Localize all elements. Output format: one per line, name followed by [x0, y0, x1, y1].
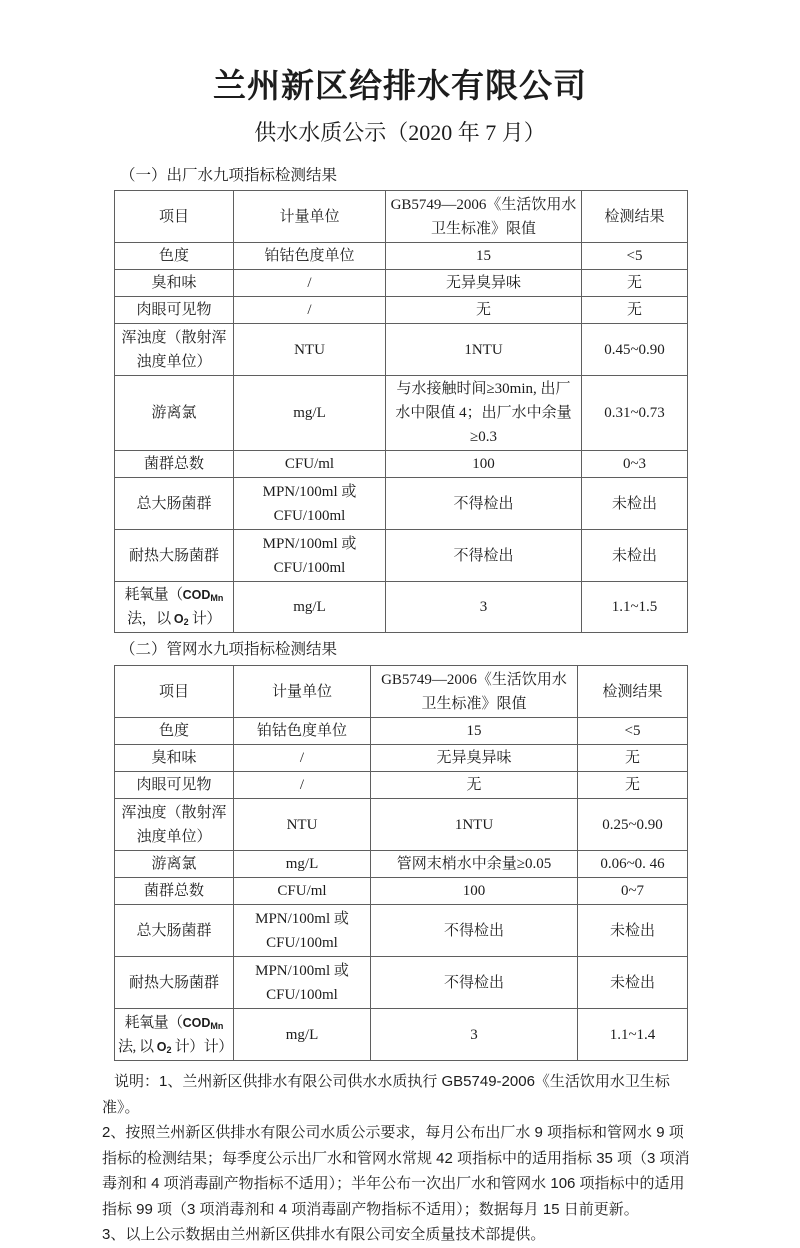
page-title: 兰州新区给排水有限公司 [213, 69, 587, 105]
column-header: 项目 [115, 191, 234, 243]
table-cell: 不得检出 [371, 957, 578, 1009]
table-cell: 浑浊度（散射浑浊度单位） [115, 324, 234, 376]
row-color [115, 243, 688, 270]
table-cell: / [234, 772, 371, 799]
row-free-chlorine [115, 376, 688, 451]
table-cell: 与水接触时间≥30min, 出厂水中限值 4；出厂水中余量≥0.3 [386, 376, 582, 451]
table-cell: 不得检出 [371, 905, 578, 957]
row-free-chlorine [115, 851, 688, 878]
row-visible-matter [115, 772, 688, 799]
table-cell: 不得检出 [386, 478, 582, 530]
table-cell: <5 [578, 718, 688, 745]
column-header: 项目 [115, 666, 234, 718]
note-item-1: 说明：1、兰州新区供排水有限公司供水水质执行 GB5749-2006《生活饮用水卫生标准》。 [102, 1073, 670, 1116]
row-total-bacteria [115, 878, 688, 905]
table-cell: 100 [386, 451, 582, 478]
row-odor [115, 270, 688, 297]
row-total-coliform [115, 905, 688, 957]
table-cell: MPN/100ml 或 CFU/100ml [234, 530, 386, 582]
table-cell: MPN/100ml 或 CFU/100ml [234, 905, 371, 957]
table-cell: 无 [578, 772, 688, 799]
table-cell: mg/L [234, 582, 386, 633]
notes-section [102, 1069, 694, 1248]
table-cell: 游离氯 [115, 376, 234, 451]
table-cell: mg/L [234, 1009, 371, 1061]
table-cell: / [234, 745, 371, 772]
table-cell: / [234, 297, 386, 324]
table-cell: 0~3 [582, 451, 688, 478]
table-cell: 0.31~0.73 [582, 376, 688, 451]
table-cell: 未检出 [582, 530, 688, 582]
table-factory-water [114, 190, 688, 633]
oxygen-subscript: 2 [183, 617, 189, 627]
row-odor [115, 745, 688, 772]
table-cell: 15 [386, 243, 582, 270]
table-cell [115, 582, 234, 633]
cod-label-line2: 法，以 [127, 611, 174, 627]
table-cell: 无 [578, 745, 688, 772]
row-thermotolerant-coliform [115, 957, 688, 1009]
section-heading-pipeline-water: （二）管网水九项指标检测结果 [120, 641, 338, 658]
column-header: 计量单位 [234, 191, 386, 243]
table-cell: <5 [582, 243, 688, 270]
table-cell: 3 [371, 1009, 578, 1061]
table-cell: 色度 [115, 243, 234, 270]
cod-label-tail: 计）计） [171, 1038, 233, 1055]
table-cell: 肉眼可见物 [115, 297, 234, 324]
row-total-coliform [115, 478, 688, 530]
cod-subscript: Mn [210, 593, 224, 603]
row-visible-matter [115, 297, 688, 324]
column-header: 计量单位 [234, 666, 371, 718]
table-cell: 未检出 [578, 957, 688, 1009]
table-cell: 3 [386, 582, 582, 633]
cod-label-latin: COD [182, 588, 211, 602]
row-total-bacteria [115, 451, 688, 478]
table-cell: 0.45~0.90 [582, 324, 688, 376]
table-pipeline-water [114, 665, 688, 1061]
table-cell: 臭和味 [115, 270, 234, 297]
table-cell: MPN/100ml 或 CFU/100ml [234, 957, 371, 1009]
table-cell: 未检出 [582, 478, 688, 530]
column-header: GB5749—2006《生活饮用水卫生标准》限值 [386, 191, 582, 243]
table-cell: 总大肠菌群 [115, 905, 234, 957]
row-cod [115, 582, 688, 633]
table-cell: 0.25~0.90 [578, 799, 688, 851]
column-header: 检测结果 [578, 666, 688, 718]
table-cell: 0.06~0. 46 [578, 851, 688, 878]
column-header: GB5749—2006《生活饮用水卫生标准》限值 [371, 666, 578, 718]
header-row [115, 666, 688, 718]
cod-subscript: Mn [210, 1020, 224, 1031]
row-color [115, 718, 688, 745]
table-cell: 色度 [115, 718, 234, 745]
row-turbidity [115, 324, 688, 376]
table-cell: 无 [582, 270, 688, 297]
table-cell: CFU/ml [234, 878, 371, 905]
cod-label-tail: 计） [188, 611, 221, 627]
table-cell: 菌群总数 [115, 878, 234, 905]
oxygen-subscript: 2 [166, 1044, 172, 1055]
table-cell: 肉眼可见物 [115, 772, 234, 799]
table-cell: 臭和味 [115, 745, 234, 772]
table-cell: 15 [371, 718, 578, 745]
table-cell: 无异臭异味 [371, 745, 578, 772]
oxygen-symbol: O [173, 612, 184, 626]
table-cell: 1.1~1.4 [578, 1009, 688, 1061]
cod-label-line1: 耗氧量（ [124, 1014, 183, 1031]
table-cell: 1.1~1.5 [582, 582, 688, 633]
section-heading-factory-water: （一）出厂水九项指标检测结果 [120, 167, 338, 184]
table-cell: 浑浊度（散射浑浊度单位） [115, 799, 234, 851]
table-cell: mg/L [234, 376, 386, 451]
row-turbidity [115, 799, 688, 851]
table-cell: 铂钴色度单位 [234, 243, 386, 270]
table-cell: 总大肠菌群 [115, 478, 234, 530]
table-cell: 1NTU [371, 799, 578, 851]
table-cell: 游离氯 [115, 851, 234, 878]
table-cell: 1NTU [386, 324, 582, 376]
table-cell: 未检出 [578, 905, 688, 957]
cod-label-line2: 法, 以 [118, 1038, 157, 1055]
row-thermotolerant-coliform [115, 530, 688, 582]
cod-label-line1: 耗氧量（ [124, 587, 183, 603]
note-item-2: 2、按照兰州新区供排水有限公司水质公示要求，每月公布出厂水 9 项指标和管网水 9 项指标的检测结果；每季度公示出厂水和管网水常规 42 项指标中的适用指标 35 项（3 项消毒剂和 4 项消毒副产物指标不适用）；半年公布一次出厂水和管网水 106 项指标中的适用指标 99 项（3 项消毒剂和 4 项消毒副产物指标不适用）；数据每月 15 日前更新。 [102, 1124, 690, 1218]
table-cell: / [234, 270, 386, 297]
table-cell: CFU/ml [234, 451, 386, 478]
page-subtitle: 供水水质公示（2020 年 7 月） [254, 120, 546, 145]
table-cell: 无 [582, 297, 688, 324]
table-cell: 铂钴色度单位 [234, 718, 371, 745]
table-cell: 无 [386, 297, 582, 324]
table-cell: 不得检出 [386, 530, 582, 582]
table-cell: 耐热大肠菌群 [115, 530, 234, 582]
table-cell: NTU [234, 324, 386, 376]
table-cell: MPN/100ml 或 CFU/100ml [234, 478, 386, 530]
oxygen-symbol: O [156, 1039, 167, 1054]
table-cell: 耐热大肠菌群 [115, 957, 234, 1009]
table-cell [115, 1009, 234, 1061]
cod-label-latin: COD [182, 1015, 211, 1030]
table-cell: 无异臭异味 [386, 270, 582, 297]
table-cell: 100 [371, 878, 578, 905]
note-item-3: 3、以上公示数据由兰州新区供排水有限公司安全质量技术部提供。 [102, 1226, 546, 1243]
table-cell: NTU [234, 799, 371, 851]
table-cell: 0~7 [578, 878, 688, 905]
column-header: 检测结果 [582, 191, 688, 243]
table-cell: 管网末梢水中余量≥0.05 [371, 851, 578, 878]
row-cod [115, 1009, 688, 1061]
table-cell: 菌群总数 [115, 451, 234, 478]
header-row [115, 191, 688, 243]
table-cell: mg/L [234, 851, 371, 878]
table-cell: 无 [371, 772, 578, 799]
